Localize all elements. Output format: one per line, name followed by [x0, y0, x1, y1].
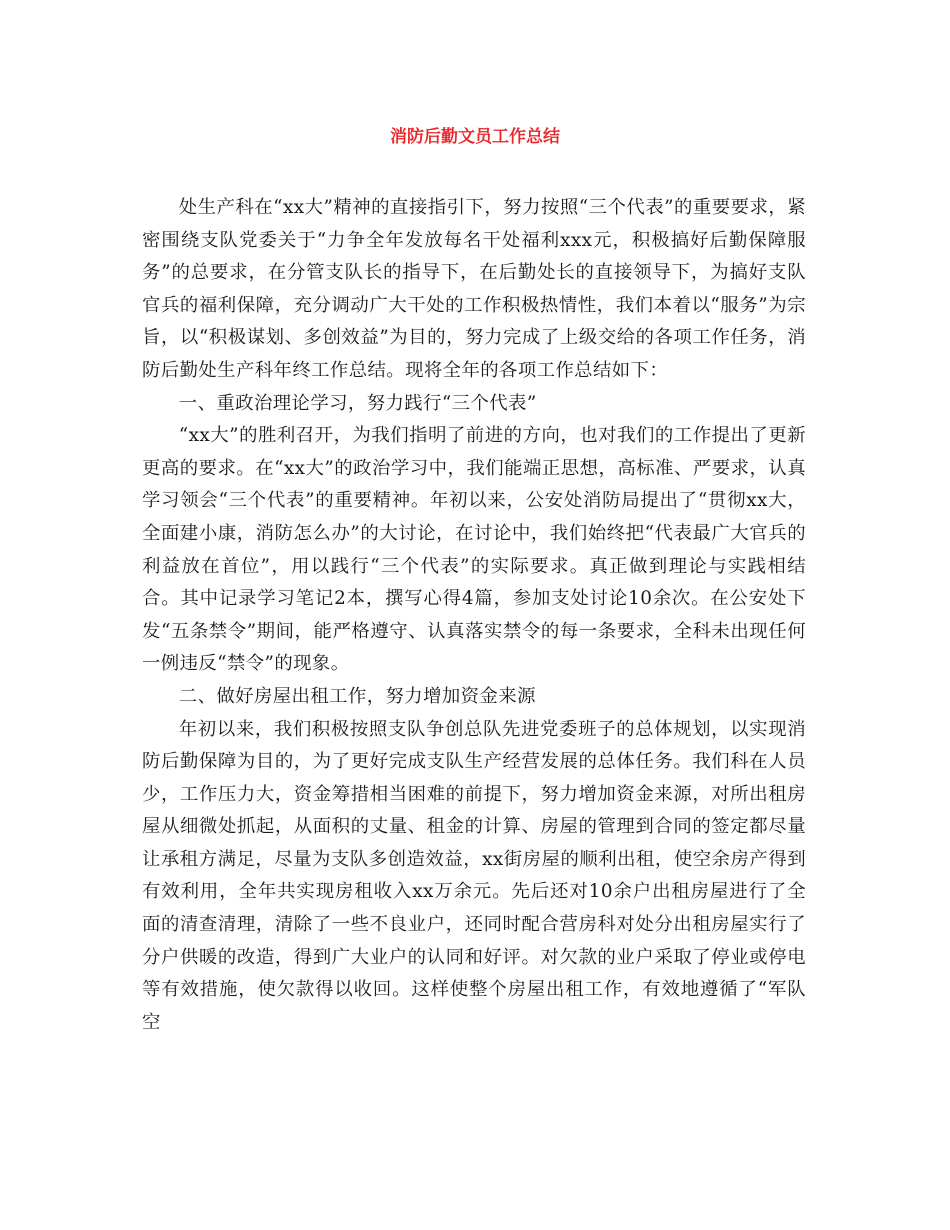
section-2-paragraph: 年初以来，我们积极按照支队争创总队先进党委班子的总体规划，以实现消防后勤保障为目的，为了更好完成支队生产经营发展的总体任务。我们科在人员少，工作压力大，资金筹措相当困难的前提下，努力增加资金来源，对所出租房屋从细微处抓起，从面积的丈量、租金的计算、房屋的管理到合同的签定都尽量让承租方满足，尽量为支队多创造效益，xx街房屋的顺利出租，使空余房产得到有效利用，全年共实现房租收入xx万余元。先后还对10余户出租房屋进行了全面的清查清理，清除了一些不良业户，还同时配合营房科对处分出租房屋实行了分户供暖的改造，得到广大业户的认同和好评。对欠款的业户采取了停业或停电等有效措施，使欠款得以收回。这样使整个房屋出租工作，有效地遵循了“军队空	[142, 718, 806, 1033]
document-body	[142, 192, 806, 1039]
section-1-paragraph: “xx大”的胜利召开，为我们指明了前进的方向，也对我们的工作提出了更新更高的要求。在“xx大”的政治学习中，我们能端正思想，高标准、严要求，认真学习领会“三个代表”的重要精神。年初以来，公安处消防局提出了“贯彻xx大，全面建小康，消防怎么办”的大讨论，在讨论中，我们始终把“代表最广大官兵的利益放在首位”，用以践行“三个代表”的实际要求。真正做到理论与实践相结合。其中记录学习笔记2本，撰写心得4篇，参加支处讨论10余次。在公安处下发“五条禁令”期间，能严格遵守、认真落实禁令的每一条要求，全科未出现任何一例违反“禁令”的现象。	[142, 425, 806, 675]
document-title: 消防后勤文员工作总结	[390, 127, 560, 147]
section-heading-2: 二、做好房屋出租工作，努力增加资金来源	[178, 685, 536, 707]
section-heading-1: 一、重政治理论学习，努力践行“三个代表”	[178, 392, 537, 414]
intro-paragraph: 处生产科在“xx大”精神的直接指引下，努力按照“三个代表”的重要要求，紧密围绕支队党委关于“力争全年发放每名干处福利xxx元，积极搞好后勤保障服务”的总要求，在分管支队长的指导下，在后勤处长的直接领导下，为搞好支队官兵的福利保障，充分调动广大干处的工作积极热情性，我们本着以“服务”为宗旨，以“积极谋划、多创效益”为目的，努力完成了上级交给的各项工作任务，消防后勤处生产科年终工作总结。现将全年的各项工作总结如下：	[142, 197, 806, 381]
